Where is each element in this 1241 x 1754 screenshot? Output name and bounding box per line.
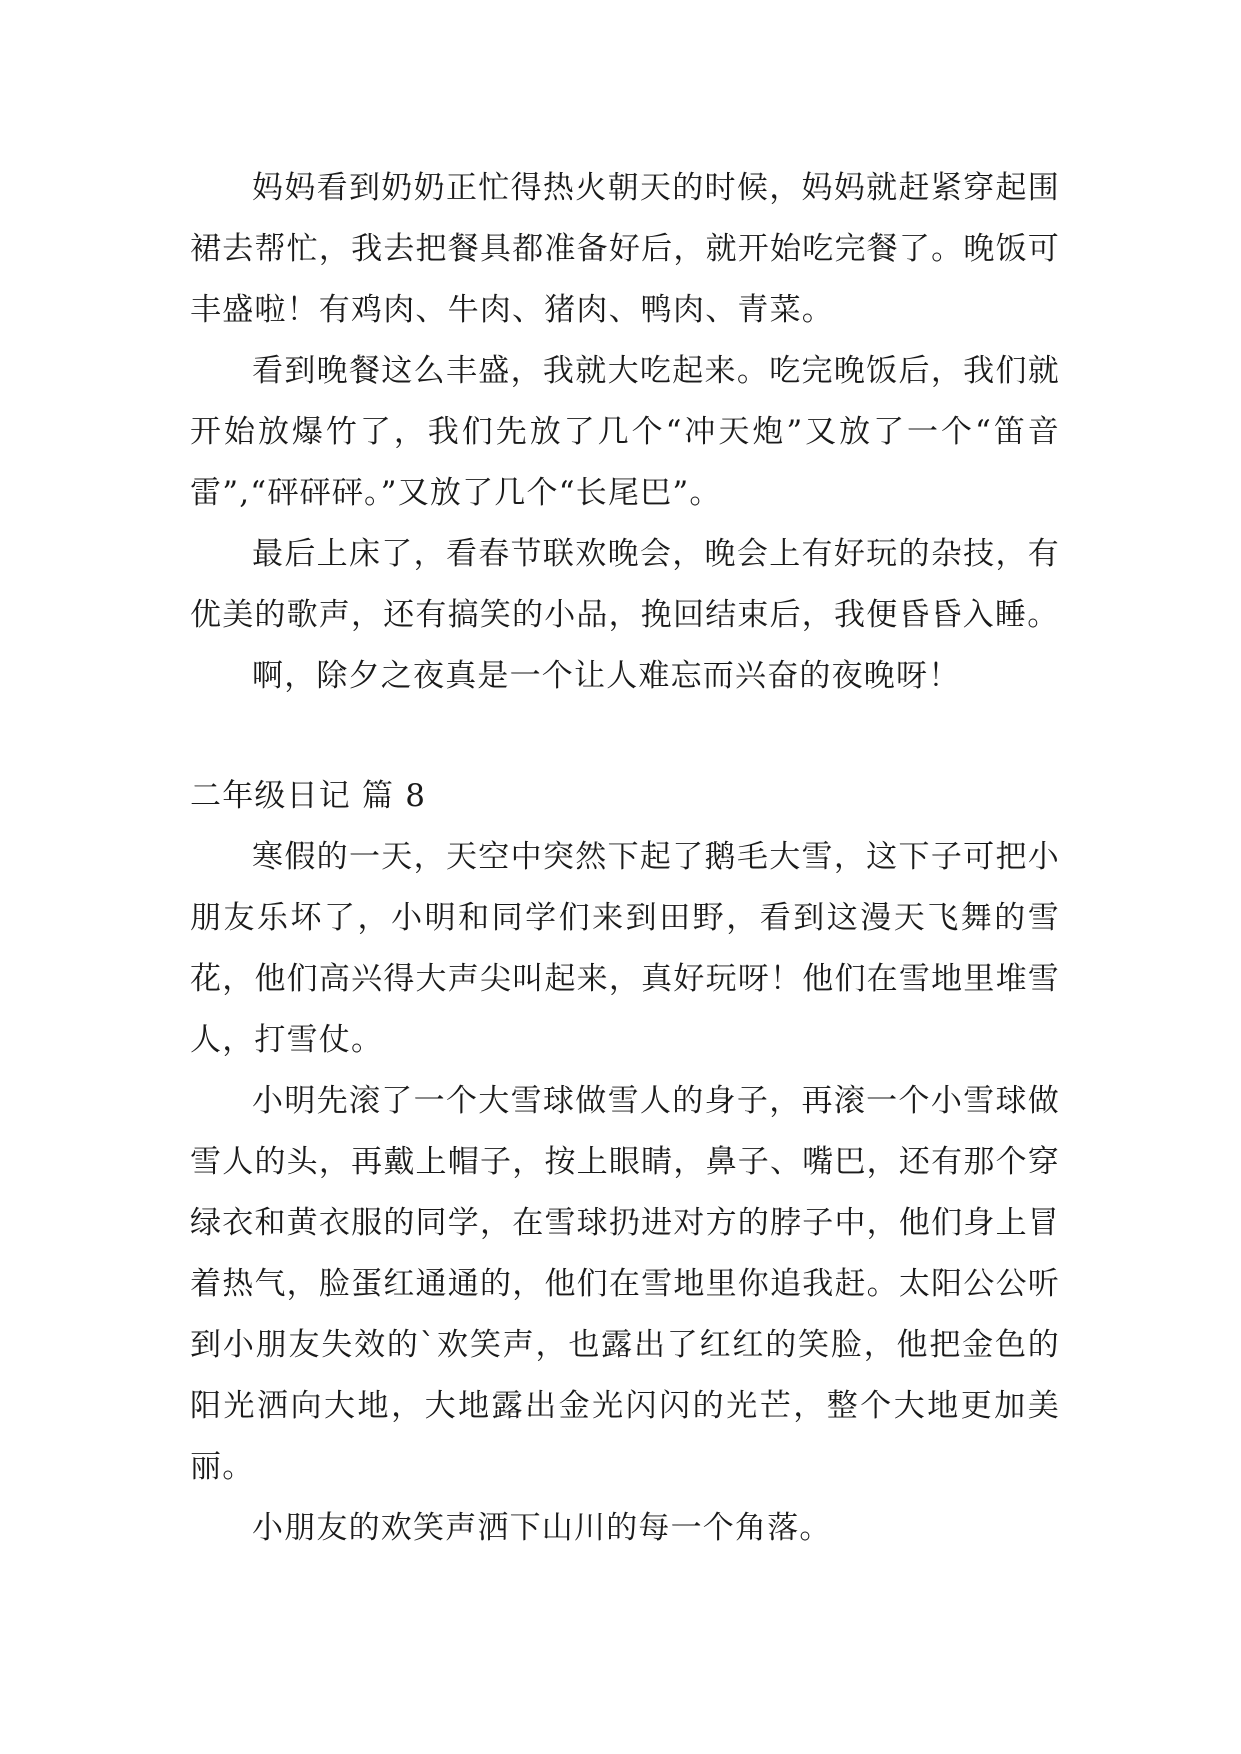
paragraph: 啊，除夕之夜真是一个让人难忘而兴奋的夜晚呀！ bbox=[252, 658, 961, 694]
paragraph: 妈妈看到奶奶正忙得热火朝天的时候，妈妈就赶紧穿起围裙去帮忙，我去把餐具都准备好后，就开始吃完餐了。晚饭可丰盛啦！有鸡肉、牛肉、猪肉、鸭肉、青菜。 bbox=[190, 170, 1060, 328]
paragraph: 小明先滚了一个大雪球做雪人的身子，再滚一个小雪球做雪人的头，再戴上帽子，按上眼睛，鼻子、嘴巴，还有那个穿绿衣和黄衣服的同学，在雪球扔进对方的脖子中，他们身上冒着热气，脸蛋红通通的，他们在雪地里你追我赶。太阳公公听到小朋友失效的`欢笑声，也露出了红红的笑脸，他把金色的阳光洒向大地，大地露出金光闪闪的光芒，整个大地更加美丽。 bbox=[190, 1083, 1060, 1485]
paragraph: 最后上床了，看春节联欢晚会，晚会上有好玩的杂技，有优美的歌声，还有搞笑的小品，挽回结束后，我便昏昏入睡。 bbox=[190, 536, 1060, 633]
paragraph: 寒假的一天，天空中突然下起了鹅毛大雪，这下子可把小朋友乐坏了，小明和同学们来到田野，看到这漫天飞舞的雪花，他们高兴得大声尖叫起来，真好玩呀！他们在雪地里堆雪人，打雪仗。 bbox=[190, 839, 1060, 1058]
paragraph: 看到晚餐这么丰盛，我就大吃起来。吃完晚饭后，我们就开始放爆竹了，我们先放了几个“冲天炮”又放了一个“笛音雷”,“砰砰砰。”又放了几个“长尾巴”。 bbox=[190, 353, 1060, 511]
section-heading: 二年级日记 篇 8 bbox=[190, 778, 427, 814]
document-body bbox=[190, 158, 1060, 1559]
paragraph: 小朋友的欢笑声洒下山川的每一个角落。 bbox=[252, 1510, 832, 1546]
